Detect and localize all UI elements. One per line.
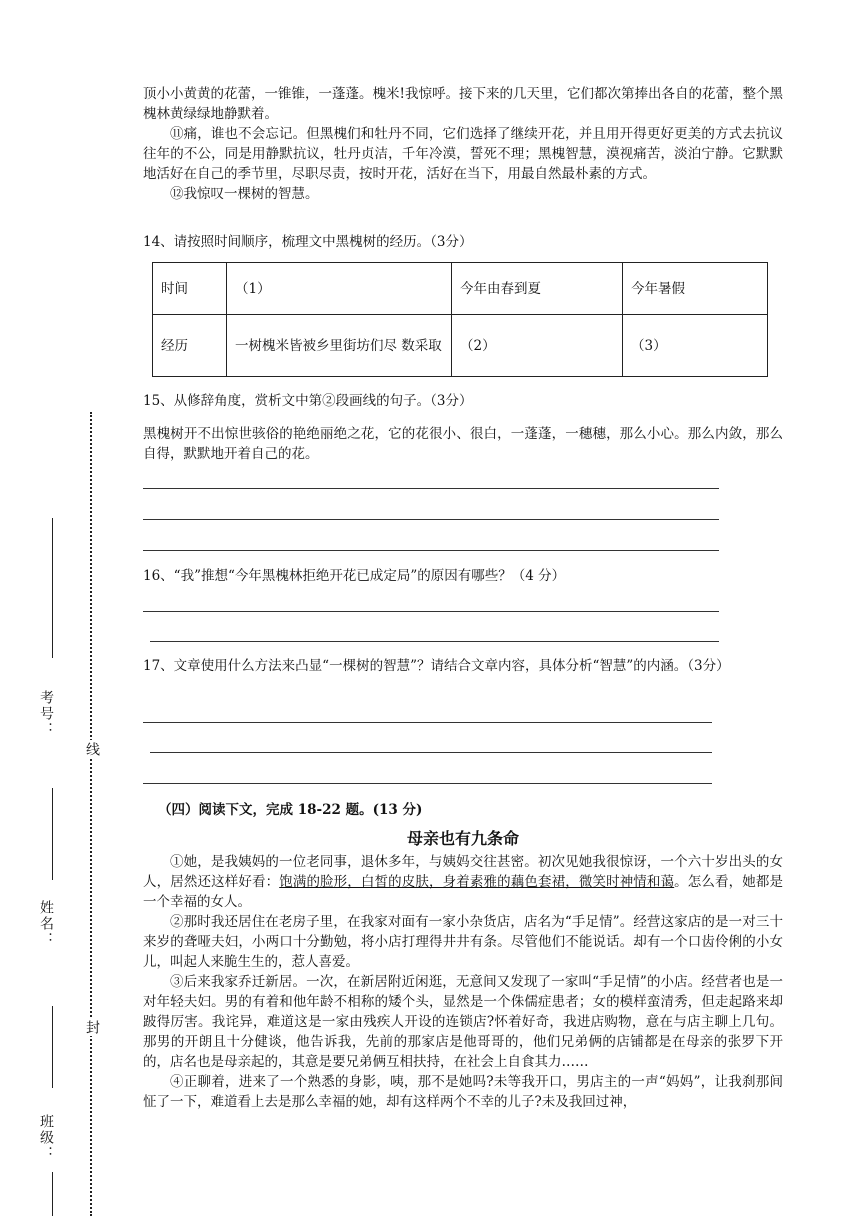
seal-line-char: 线 bbox=[84, 742, 100, 756]
table-row bbox=[153, 263, 768, 315]
p1-text-b: 。怎么看，她都是一个幸福的女人。 bbox=[143, 874, 784, 910]
question-14: 14、请按照时间顺序，梳理文中黑槐树的经历。（3分） bbox=[143, 234, 473, 250]
seal-feng-char: 封 bbox=[84, 1020, 100, 1034]
answer-line[interactable] bbox=[143, 783, 712, 784]
question-16: 16、“我”推想“今年黑槐林拒绝开花已成定局”的原因有哪些？（4 分） bbox=[143, 568, 566, 584]
article-paragraph-1 bbox=[143, 852, 783, 912]
answer-line[interactable] bbox=[143, 488, 719, 489]
answer-line[interactable] bbox=[143, 722, 712, 723]
exam-no-label: 考号： bbox=[38, 690, 54, 738]
article-paragraph-3: ③后来我家乔迁新居。一次，在新居附近闲逛，无意间又发现了一家叫“手足情”的小店。经营者也是一对年轻夫妇。男的有着和他年龄不相称的矮个头，显然是一个侏儒症患者；女的模样蛮清秀，但走起路来却跛得厉害。我诧异，难道这是一家由残疾人开设的连锁店?怀着好奇，我进店购物，意在与店主聊上几句。那男的开朗且十分健谈，他告诉我，先前的那家店是他哥哥的，他们兄弟俩的店铺都是在母亲的张罗下开的，店名也是母亲起的，其意是要兄弟俩互相扶持，在社会上自食其力…… bbox=[143, 974, 783, 1070]
article-body bbox=[143, 852, 783, 1112]
experience-table bbox=[152, 262, 768, 377]
p1-underlined-sentence: 饱满的脸形，白皙的皮肤，身着素雅的藕色套裙，微笑时神情和蔼 bbox=[279, 874, 675, 890]
table-cell: 今年由春到夏 bbox=[452, 263, 623, 315]
exam-no-blank-line bbox=[52, 518, 53, 658]
answer-line[interactable] bbox=[143, 611, 719, 612]
quoted-sentence: 黑槐树开不出惊世骇俗的艳绝丽绝之花，它的花很小、很白，一蓬蓬，一穗穗，那么小心。那么内敛，那么自得，默默地开着自己的花。 bbox=[143, 426, 783, 462]
article-paragraph-4: ④正聊着，进来了一个熟悉的身影，咦，那不是她吗?未等我开口，男店主的一声“妈妈”，让我刹那间怔了一下，难道看上去是那么幸福的她，却有这样两个不幸的儿子?未及我回过神， bbox=[143, 1074, 783, 1110]
name-blank-line bbox=[52, 788, 53, 880]
paragraph-12: ⑫我惊叹一棵树的智慧。 bbox=[170, 186, 319, 202]
article-paragraph-2: ②那时我还居住在老房子里，在我家对面有一家小杂货店，店名为“手足情”。经营这家店的是一对三十来岁的聋哑夫妇，小两口十分勤勉，将小店打理得井井有条。尽管他们不能说话。却有一个口齿伶俐的小女儿，叫起人来脆生生的，惹人喜爱。 bbox=[143, 914, 783, 970]
passage-continuation bbox=[143, 84, 783, 204]
answer-line[interactable] bbox=[150, 641, 719, 642]
paragraph-11: ⑪痛，谁也不会忘记。但黑槐们和牡丹不同，它们选择了继续开花，并且用开得更好更美的方式去抗议往年的不公，同是用静默抗议，牡丹贞洁，千年冷漠，誓死不理；黑槐智慧，漠视痛苦，淡泊宁静。它默默地活好在自己的季节里，尽职尽责，按时开花，活好在当下，用最自然最朴素的方式。 bbox=[143, 126, 783, 182]
paragraph-continued: 顶小小黄黄的花蕾，一锥锥，一蓬蓬。槐米!我惊呼。接下来的几天里，它们都次第捧出各自的花蕾，整个黑槐林黄绿绿地静默着。 bbox=[143, 86, 783, 122]
class-label: 班级： bbox=[38, 1114, 54, 1162]
name-label: 姓名： bbox=[38, 900, 54, 948]
answer-cell: 一树槐米皆被乡里街坊们尽 数采取 bbox=[227, 315, 452, 377]
answer-line[interactable] bbox=[143, 550, 719, 551]
binding-dotted-line bbox=[90, 412, 92, 1216]
answer-line[interactable] bbox=[150, 752, 712, 753]
class-blank-line bbox=[52, 1006, 53, 1088]
question-17: 17、文章使用什么方法来凸显“一棵树的智慧”？请结合文章内容，具体分析“智慧”的内涵。（3分） bbox=[143, 658, 730, 674]
table-cell: 经历 bbox=[153, 315, 227, 377]
table-cell: 今年暑假 bbox=[623, 263, 768, 315]
class-blank-line-lower bbox=[52, 1172, 53, 1216]
question-15: 15、从修辞角度，赏析文中第②段画线的句子。（3分） bbox=[143, 393, 473, 409]
article-title: 母亲也有九条命 bbox=[406, 829, 519, 848]
section-4-heading: （四）阅读下文，完成 18-22 题。(13 分) bbox=[158, 802, 423, 818]
answer-cell[interactable]: （3） bbox=[623, 315, 768, 377]
table-cell: （1） bbox=[227, 263, 452, 315]
answer-line[interactable] bbox=[143, 519, 719, 520]
table-row bbox=[153, 315, 768, 377]
table-cell: 时间 bbox=[153, 263, 227, 315]
answer-cell[interactable]: （2） bbox=[452, 315, 623, 377]
p1-text-a: ①她，是我姨妈的一位老同事，退休多年，与姨妈交往甚密。初次见她我很惊讶，一个六十岁出头的女人，居然还这样好看： bbox=[143, 854, 783, 890]
